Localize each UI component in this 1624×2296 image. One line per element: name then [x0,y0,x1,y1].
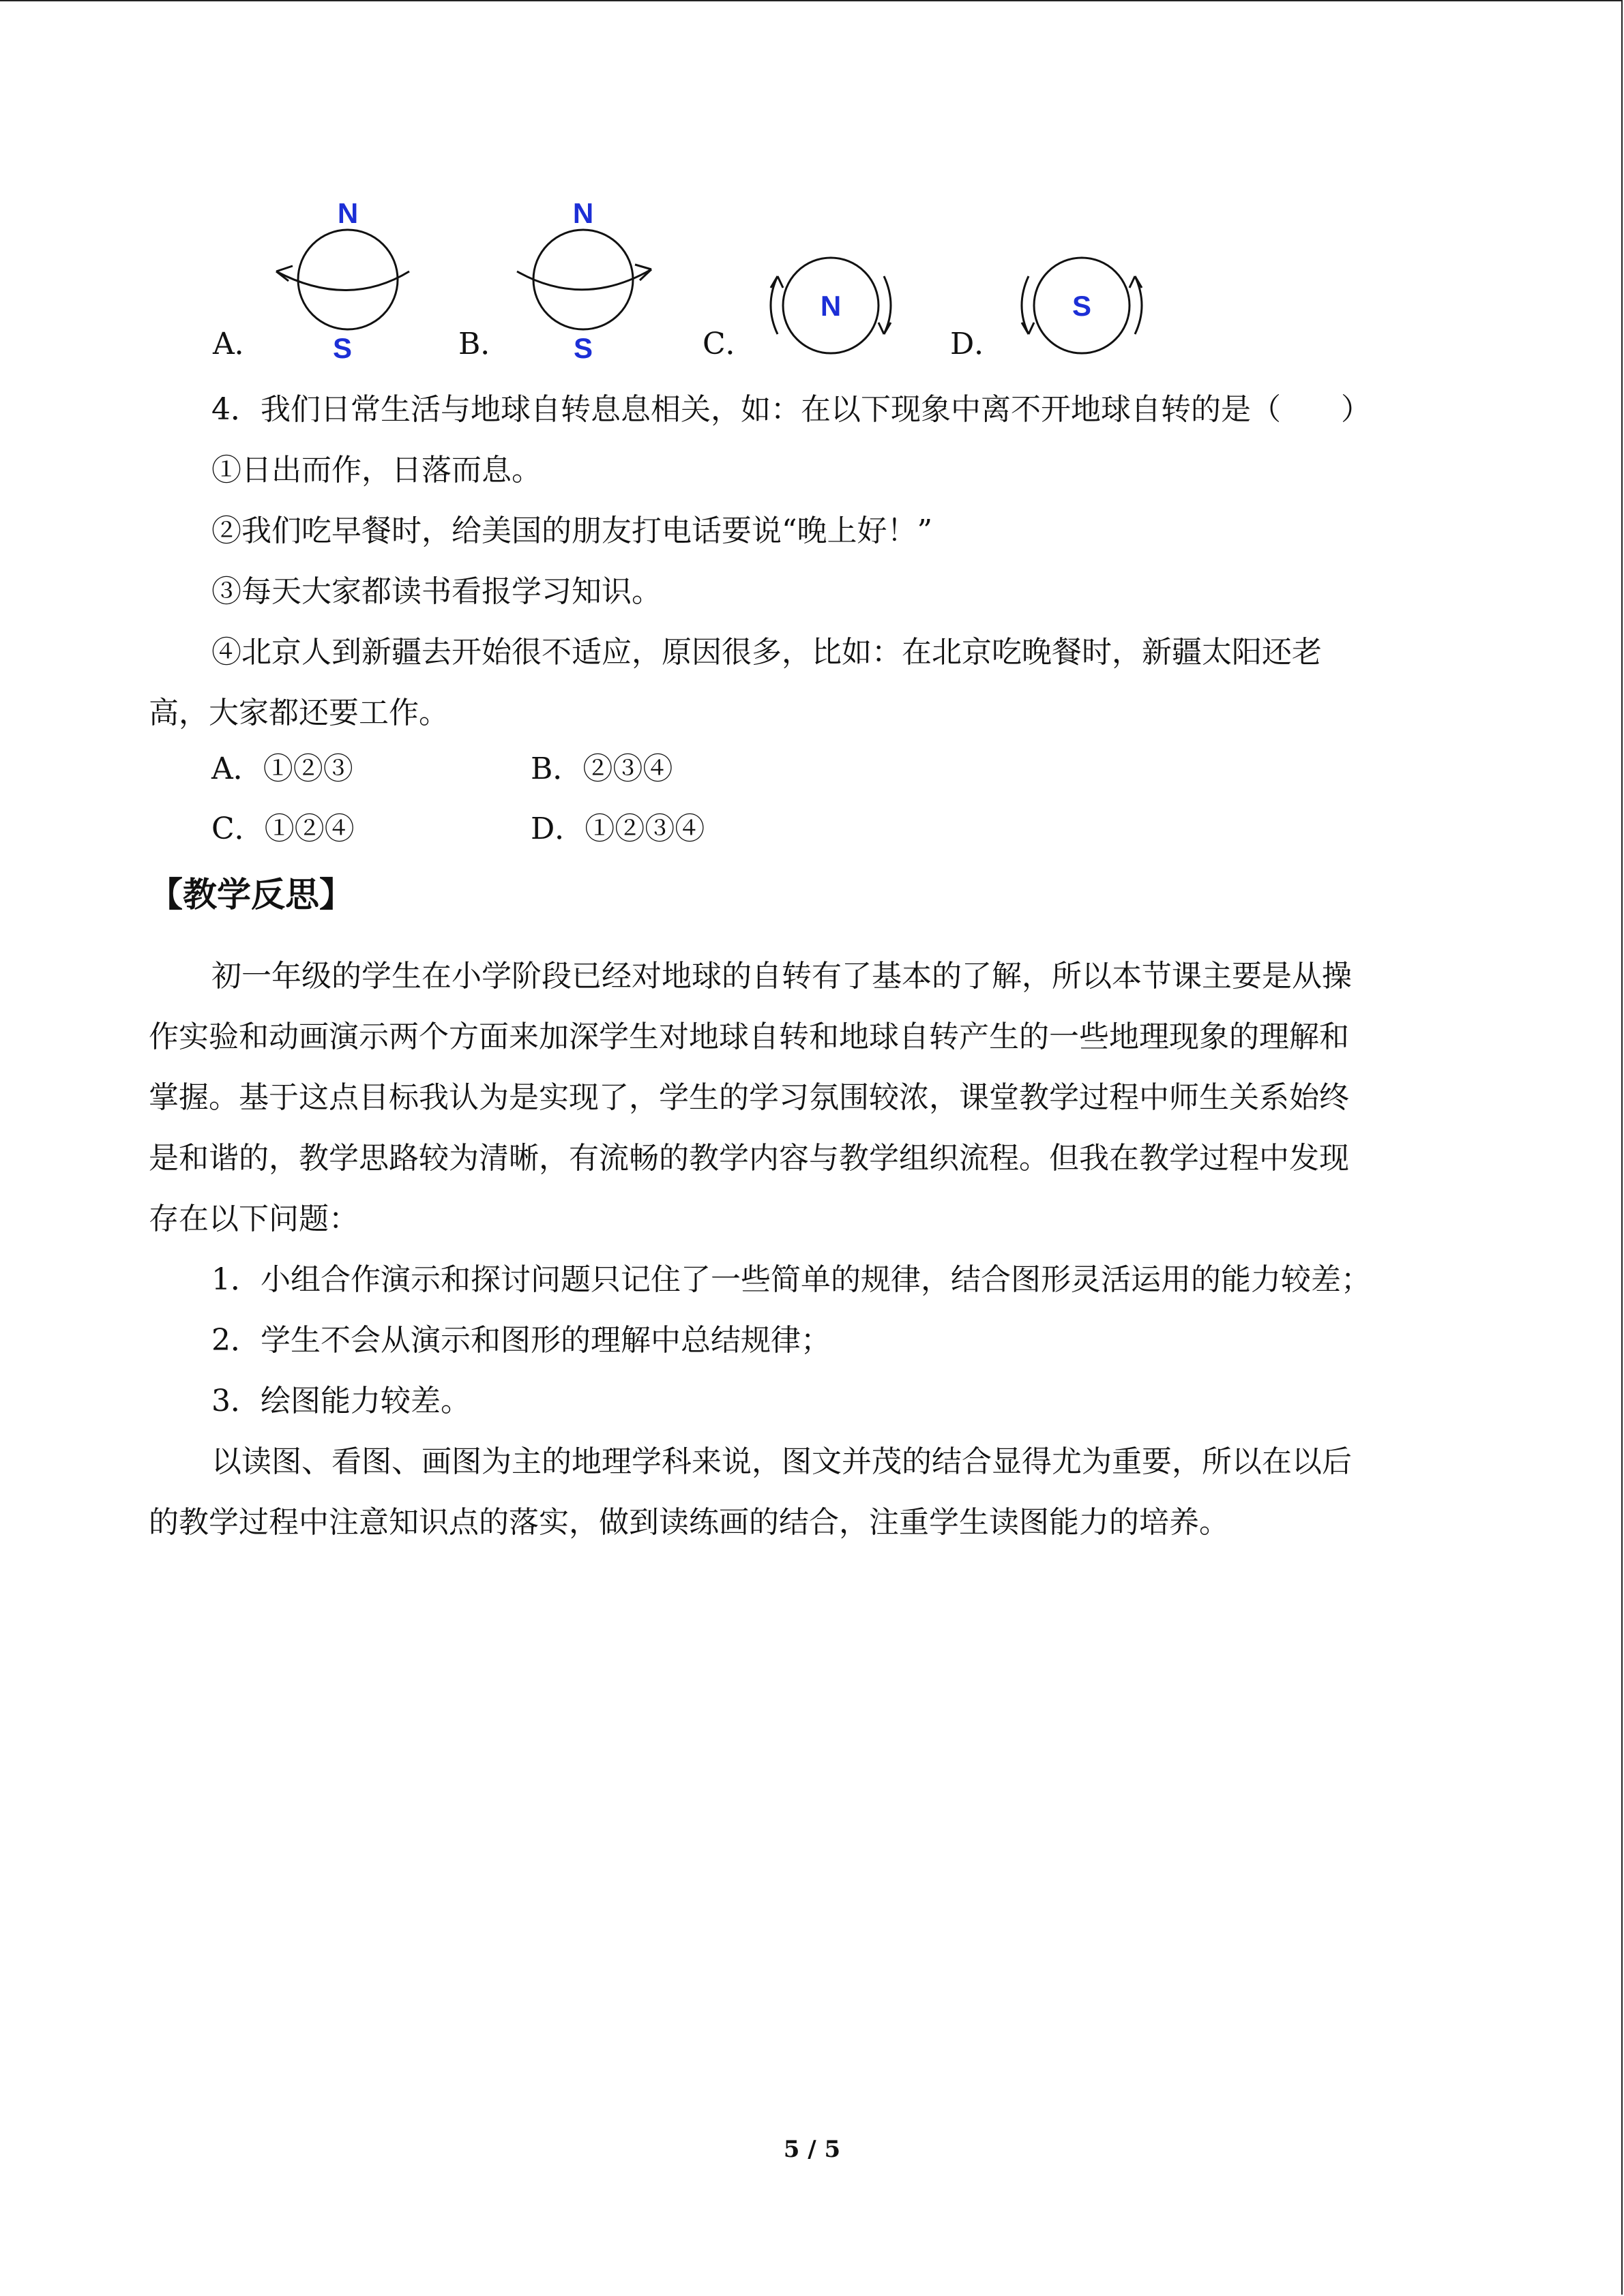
question-4-item-2: ②我们吃早餐时，给美国的朋友打电话要说“晚上好！” [211,513,932,548]
question-4-item-3: ③每天大家都读书看报学习知识。 [211,574,662,609]
reflection-para1-line-5: 存在以下问题： [149,1202,359,1236]
reflection-para1-line-4: 是和谐的，教学思路较为清晰，有流畅的教学内容与教学组织流程。但我在教学过程中发现 [149,1141,1349,1176]
globe-b-south-letter: S [573,332,593,364]
reflection-para2-line-1: 以读图、看图、画图为主的地理学科来说，图文并茂的结合显得尤为重要，所以在以后 [211,1444,1352,1479]
reflection-para1-line-3: 掌握。基于这点目标我认为是实现了，学生的学习氛围较浓，课堂教学过程中师生关系始终 [149,1080,1349,1115]
globe-a-south-letter: S [332,332,353,364]
question-4 [149,379,1458,743]
option-d-label: D． [950,327,1005,361]
globe-a-figure [269,194,426,365]
reflection-para1-line-1: 初一年级的学生在小学阶段已经对地球的自转有了基本的了解，所以本节课主要是从操 [211,959,1352,994]
globe-b-figure [512,194,668,365]
question-4-item-4-line-2: 高，大家都还要工作。 [149,696,449,730]
question-4-stem: 4．我们日常生活与地球自转息息相关，如：在以下现象中离不开地球自转的是（ ） [211,392,1371,427]
question-4-item-1: ①日出而作，日落而息。 [211,453,542,488]
option-c-label: C． [703,327,756,361]
globe-d-figure [1008,252,1158,361]
globe-b-north-letter: N [572,197,594,229]
reflection-heading: 【教学反思】 [149,875,353,914]
option-b-label: B． [458,327,511,361]
choice-d: D．①②③④ [531,811,705,846]
reflection-body [149,946,1458,1553]
choice-a: A．①②③ [211,751,353,786]
globe-a-north-letter: N [337,197,359,229]
problem-item-2: 2．学生不会从演示和图形的理解中总结规律； [211,1323,831,1358]
reflection-para2-line-2: 的教学过程中注意知识点的落实，做到读练画的结合，注重学生读图能力的培养。 [149,1505,1229,1540]
problem-item-1: 1．小组合作演示和探讨问题只记住了一些简单的规律，结合图形灵活运用的能力较差； [211,1262,1371,1297]
reflection-para1-line-2: 作实验和动画演示两个方面来加深学生对地球自转和地球自转产生的一些地理现象的理解和 [149,1019,1349,1054]
page-number: 5 / 5 [783,2136,841,2163]
choice-c: C．①②④ [211,811,355,846]
question-4-item-4-line-1: ④北京人到新疆去开始很不适应，原因很多，比如：在北京吃晚餐时，新疆太阳还老 [211,635,1322,670]
option-a-label: A． [213,327,265,361]
globe-c-figure [757,252,907,361]
choice-b: B．②③④ [531,751,673,786]
problem-item-3: 3．绘图能力较差。 [211,1384,471,1418]
globe-d-center-letter: S [1072,290,1092,322]
globe-c-center-letter: N [820,290,842,322]
